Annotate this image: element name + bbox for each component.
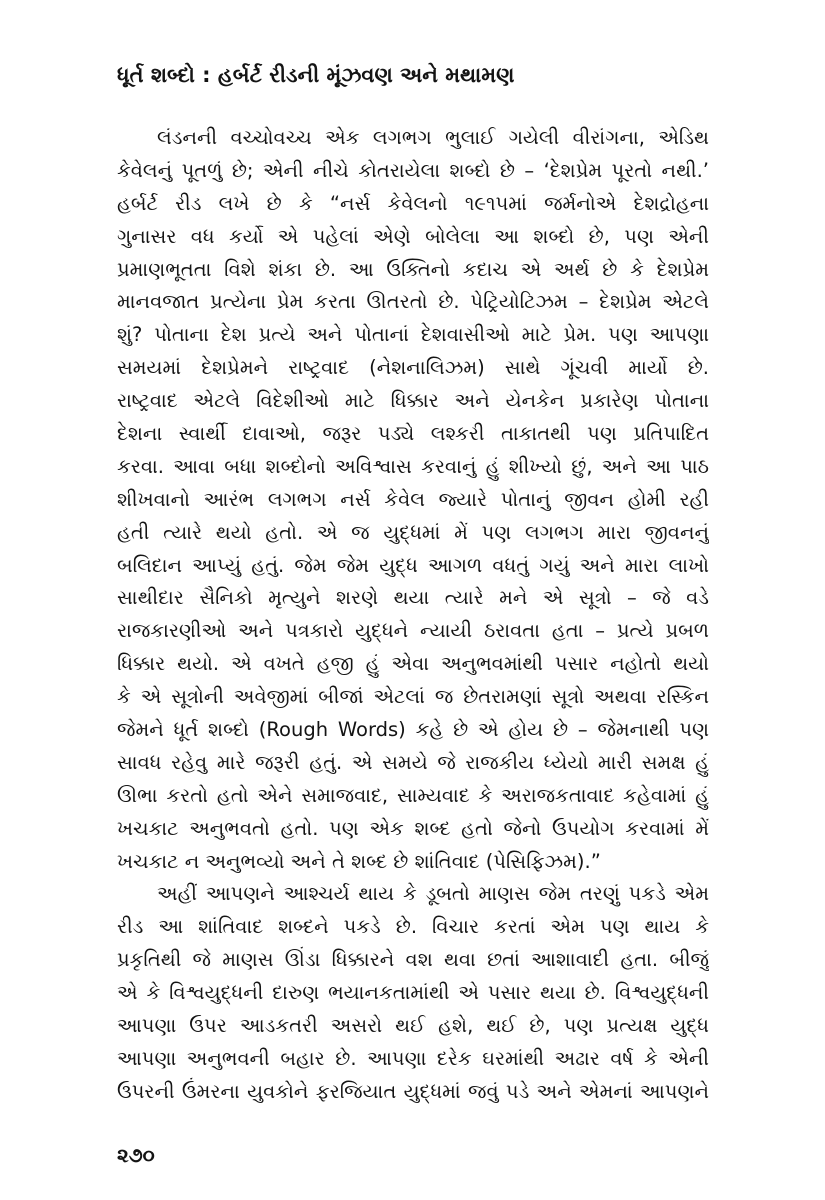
text-line: પ્રકૃતિથી જે માણસ ઊંડા ધિક્કારને વશ થવા છતાં આશાવાદી હતા. બીજું (117, 948, 709, 972)
paragraph-1 (117, 122, 709, 878)
text-line: શું? પોતાના દેશ પ્રત્યે અને પોતાનાં દેશવાસીઓ માટે પ્રેમ. પણ આપણા (117, 323, 709, 347)
text-line: કેવેલનું પૂતળું છે; એની નીચે કોતરાયેલા શબ્દો છે – ‘દેશપ્રેમ પૂરતો નથી.’ (117, 158, 709, 182)
paragraph-2 (117, 878, 709, 1108)
text-line: રાષ્ટ્રવાદ એટલે વિદેશીઓ માટે ધિક્કાર અને યેનકેન પ્રકારેણ પોતાના (117, 389, 709, 413)
text-line: ખચકાટ ન અનુભવ્યો અને તે શબ્દ છે શાંતિવાદ (પેસિફિઝમ).” (117, 849, 601, 873)
text-line: લંડનની વચ્ચોવચ્ચ એક લગભગ ભુલાઈ ગયેલી વીરાંગના, એડિથ (157, 126, 709, 149)
text-line: દેશના સ્વાર્થી દાવાઓ, જરૂર પડ્યે લશ્કરી તાકાતથી પણ પ્રતિપાદિત (117, 422, 709, 446)
text-line: રીડ આ શાંતિવાદ શબ્દને પકડે છે. વિચાર કરતાં એમ પણ થાય કે (117, 915, 709, 939)
text-line: સાથીદાર સૈનિકો મૃત્યુને શરણે થયા ત્યારે મને એ સૂત્રો – જે વડે (117, 586, 709, 610)
text-line: માનવજાત પ્રત્યેના પ્રેમ કરતા ઊતરતો છે. પેટ્રિયોટિઝમ – દેશપ્રેમ એટલે (117, 290, 709, 314)
text-line: જેમને ધૂર્ત શબ્દો (Rough Words) કહે છે એ હોય છે – જેમનાથી પણ (117, 718, 709, 742)
text-line: ગુનાસર વધ કર્યો એ પહેલાં એણે બોલેલા આ શબ્દો છે, પણ એની (117, 224, 709, 248)
text-line: ઊભા કરતો હતો એને સમાજવાદ, સામ્યવાદ કે અરાજકતાવાદ કહેવામાં હું (117, 783, 709, 807)
text-line: બલિદાન આપ્યું હતું. જેમ જેમ યુદ્ધ આગળ વધતું ગયું અને મારા લાખો (117, 553, 709, 577)
text-line: કે એ સૂત્રોની અવેજીમાં બીજાં એટલાં જ છેતરામણાં સૂત્રો અથવા રસ્કિન (117, 685, 709, 709)
text-line: કરવા. આવા બધા શબ્દોનો અવિશ્વાસ કરવાનું હું શીખ્યો છું, અને આ પાઠ (117, 454, 709, 478)
text-line: અહીં આપણને આશ્ચર્ય થાય કે ડૂબતો માણસ જેમ તરણું પકડે એમ (157, 882, 709, 906)
text-line: પ્રમાણભૂતતા વિશે શંકા છે. આ ઉક્તિનો કદાચ એ અર્થ છે કે દેશપ્રેમ (117, 257, 709, 281)
text-line: હતી ત્યારે થયો હતો. એ જ યુદ્ધમાં મેં પણ લગભગ મારા જીવનનું (117, 520, 709, 544)
text-line: રાજકારણીઓ અને પત્રકારો યુદ્ધને ન્યાયી ઠરાવતા હતા – પ્રત્યે પ્રબળ (117, 619, 709, 643)
text-line: આપણા ઉપર આડકતરી અસરો થઈ હશે, થઈ છે, પણ પ્રત્યક્ષ યુદ્ધ (117, 1014, 709, 1038)
text-line: હર્બર્ટ રીડ લખે છે કે “નર્સ કેવેલનો ૧૯૧૫માં જર્મનોએ દેશદ્રોહના (117, 191, 709, 215)
body-text (117, 122, 709, 1109)
text-line: એ કે વિશ્વયુદ્ધની દારુણ ભયાનકતામાંથી એ પસાર થયા છે. વિશ્વયુદ્ધની (117, 981, 709, 1005)
text-line: આપણા અનુભવની બહાર છે. આપણા દરેક ઘરમાંથી અઢાર વર્ષ કે એની (117, 1046, 709, 1070)
text-line: ખચકાટ અનુભવતો હતો. પણ એક શબ્દ હતો જેનો ઉપયોગ કરવામાં મેં (117, 816, 709, 840)
text-line: સાવધ રહેવુ મારે જરૂરી હતું. એ સમયે જે રાજકીય ધ્યેયો મારી સમક્ષ હું (117, 750, 709, 774)
chapter-title: ધૂર્ત શબ્દો : હર્બર્ટ રીડની મૂંઝવણ અને મથામણ (117, 63, 515, 87)
text-line: સમયમાં દેશપ્રેમને રાષ્ટ્રવાદ (નેશનાલિઝમ) સાથે ગૂંચવી માર્યો છે. (117, 356, 709, 380)
text-line: ઉપરની ઉંમરના યુવકોને ફરજિયાત યુદ્ધમાં જવું પડે અને એમનાં આપણને (117, 1079, 709, 1103)
page-number: ૨૭૦ (117, 1143, 155, 1167)
text-line: ધિક્કાર થયો. એ વખતે હજી હું એવા અનુભવમાંથી પસાર નહોતો થયો (117, 652, 709, 676)
text-line: શીખવાનો આરંભ લગભગ નર્સ કેવેલ જ્યારે પોતાનું જીવન હોમી રહી (117, 487, 709, 511)
